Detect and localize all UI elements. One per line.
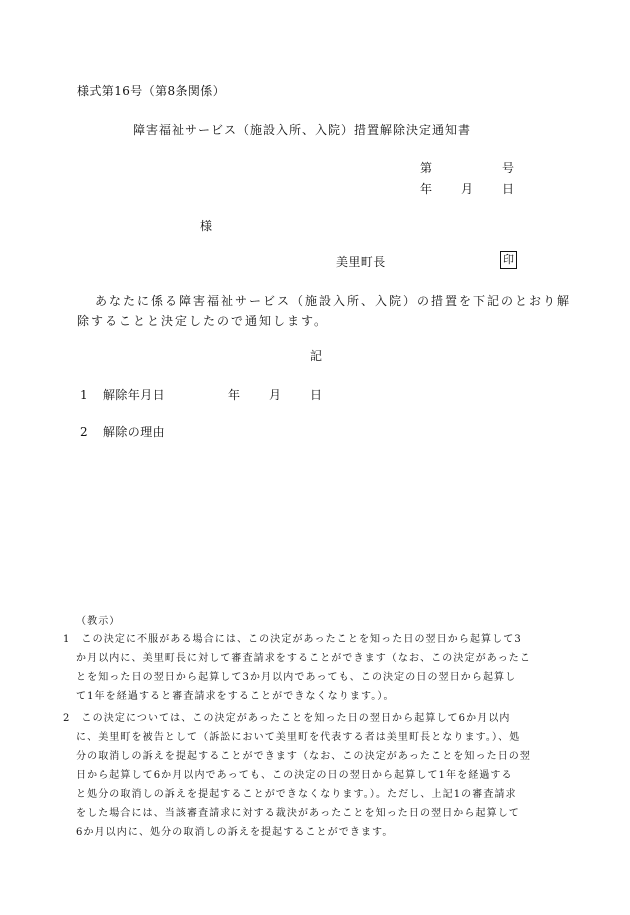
issue-date-year: 年	[420, 182, 433, 196]
body-line-2: 除することと決定したので通知します。	[77, 314, 329, 328]
notice-item2-line-6: をした場合には、当該審査請求に対する裁決があったことを知った日の翌日から起算して	[76, 808, 520, 819]
ki-heading: 記	[310, 349, 323, 363]
item1-number: 1	[80, 388, 89, 402]
notice-item2-line-5: と処分の取消しの訴えを提起することができなくなります。）。ただし、上記1の審査請求	[76, 789, 517, 800]
seal-mark: 印	[500, 251, 517, 269]
issue-date-month: 月	[461, 182, 474, 196]
notice-item1-line-3: とを知った日の翌日から起算して3か月以内であっても、この決定の日の翌日から起算し	[76, 672, 517, 683]
notice-item1-line-2: か月以内に、美里町長に対して審査請求をすることができます（なお、この決定があったこ	[76, 653, 531, 664]
notice-item1-line-1: 1 この決定に不服がある場合には、この決定があったことを知った日の翌日から起算して3	[63, 634, 522, 645]
notice-item2-line-4: 日から起算して6か月以内であっても、この決定の日の翌日から起算して1年を経過する	[76, 770, 513, 781]
notice-item2-line-3: 分の取消しの訴えを提起することができます（なお、この決定があったことを知った日の翌	[76, 751, 531, 762]
item1-month: 月	[269, 388, 282, 402]
item2-number: 2	[80, 425, 89, 439]
document-title: 障害福祉サービス（施設入所、入院）措置解除決定通知書	[133, 123, 472, 137]
notice-heading: （教示）	[76, 616, 121, 627]
addressee-suffix: 様	[200, 219, 213, 233]
issue-date-day: 日	[502, 182, 515, 196]
item1-day: 日	[310, 388, 323, 402]
notice-item2-line-2: に、美里町を被告として（訴訟において美里町を代表する者は美里町長となります。）、処	[76, 732, 521, 743]
item1-label: 解除年月日	[103, 388, 166, 402]
notice-item2-line-7: 6か月以内に、処分の取消しの訴えを提起することができます。	[76, 827, 394, 838]
doc-number-suffix: 号	[502, 161, 515, 175]
form-number: 様式第16号（第8条関係）	[77, 84, 226, 98]
notice-item2-line-1: 2 この決定については、この決定があったことを知った日の翌日から起算して6か月以内	[63, 713, 511, 724]
item1-year: 年	[228, 388, 241, 402]
issuer-name: 美里町長	[336, 255, 386, 269]
notice-item1-line-4: て1年を経過すると審査請求をすることができなくなります。）。	[76, 691, 395, 702]
body-line-1: あなたに係る障害福祉サービス（施設入所、入院）の措置を下記のとおり解	[95, 294, 572, 308]
doc-number-prefix: 第	[420, 161, 433, 175]
item2-label: 解除の理由	[103, 425, 166, 439]
